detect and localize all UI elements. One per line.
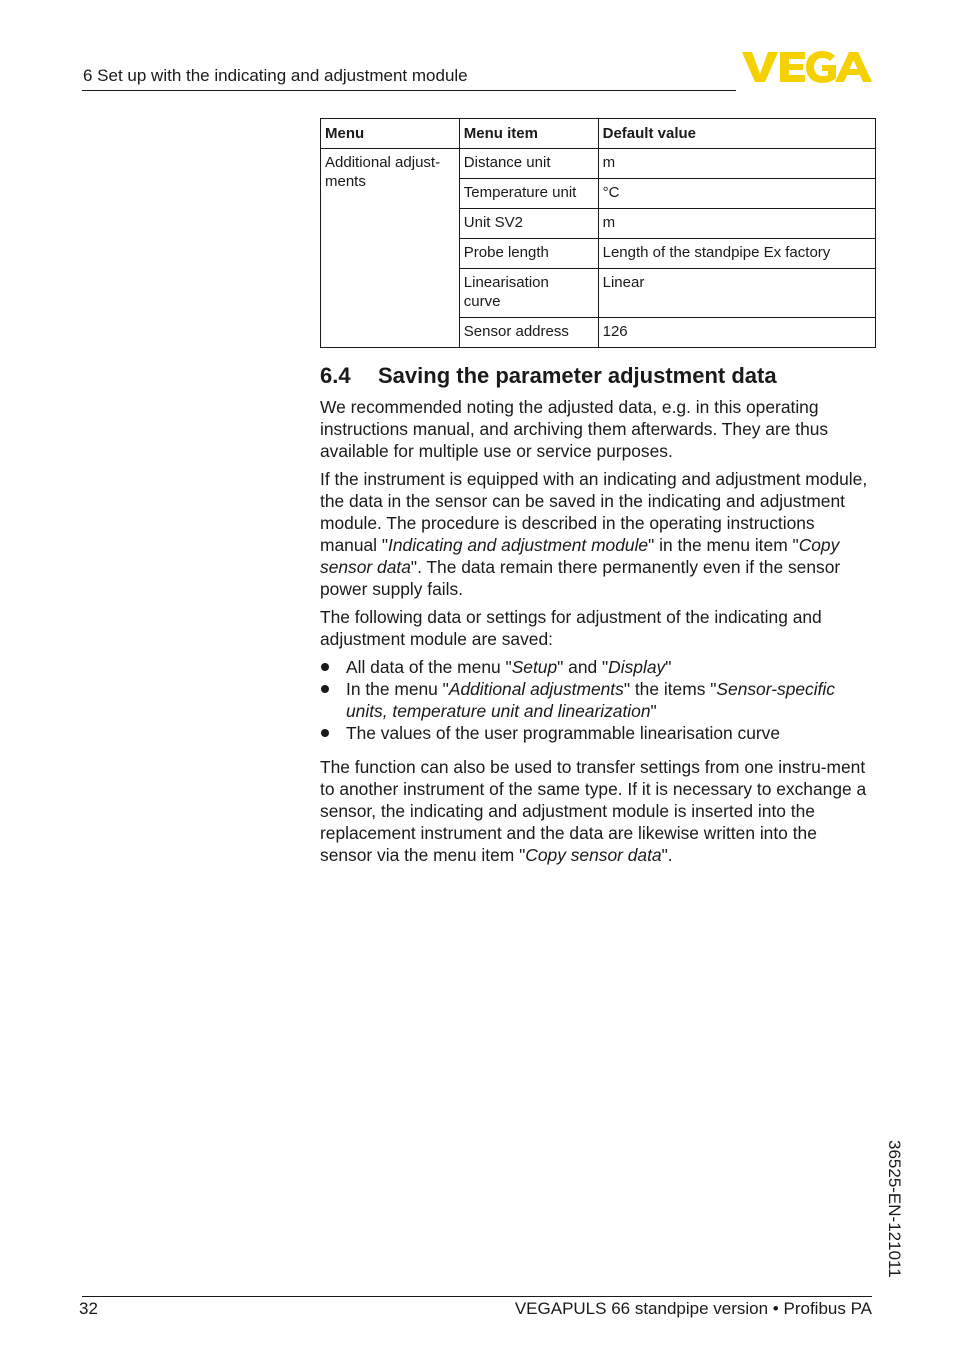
- menu-item-cell: Sensor address: [459, 318, 598, 348]
- table-header-row: [321, 119, 876, 149]
- text-run: ": [665, 657, 672, 677]
- table-row: [321, 149, 876, 179]
- text-run: ". The data remain there permanently even if the sensor power supply fails.: [320, 557, 841, 599]
- text-run: The function can also be used to transfer settings from one instru-ment to another instrument of the same type. If it is necessary to exchange a sensor, the indicating and adjustment module is inserted into the replacement instrument and the data are likewise written into the sensor via the menu item ": [320, 757, 867, 865]
- list-item: [320, 722, 872, 744]
- paragraph-text: We recommended noting the adjusted data, e.g. in this operating instructions manual, and archiving them afterwards. They are thus available for multiple use or service purposes.: [320, 397, 829, 461]
- paragraph-text: [320, 756, 872, 866]
- column-header: Menu: [321, 119, 460, 149]
- italic-term: Copy sensor data: [320, 535, 840, 577]
- footer-title: VEGAPULS 66 standpipe version • Profibus PA: [514, 1299, 872, 1318]
- paragraph-transfer: [320, 756, 872, 866]
- menu-item-cell: Probe length: [459, 239, 598, 269]
- column-header: Menu item: [459, 119, 598, 149]
- text-run: " and ": [557, 657, 609, 677]
- text-run: " in the menu item ": [648, 535, 799, 555]
- italic-term: Copy sensor data: [525, 845, 662, 865]
- paragraph-saved-data: [320, 606, 872, 650]
- text-run: The values of the user programmable linearisation curve: [346, 723, 781, 743]
- header-divider: [82, 90, 736, 91]
- list-item: [320, 678, 872, 722]
- section-heading: [320, 363, 777, 389]
- section-title-text: Saving the parameter adjustment data: [378, 363, 777, 388]
- paragraph-instrument: [320, 468, 872, 600]
- default-value-cell: m: [598, 149, 875, 179]
- text-run: In the menu ": [346, 679, 449, 699]
- default-value-cell: Linear: [598, 269, 875, 318]
- paragraph-text: The following data or settings for adjustment of the indicating and adjustment module are saved:: [320, 607, 822, 649]
- italic-term: Setup: [511, 657, 558, 677]
- bullet-icon: [321, 663, 329, 671]
- default-value-cell: m: [598, 209, 875, 239]
- italic-term: Display: [608, 657, 666, 677]
- menu-item-cell: Temperature unit: [459, 179, 598, 209]
- italic-term: Additional adjustments: [448, 679, 624, 699]
- text-run: ".: [661, 845, 673, 865]
- default-value-cell: °C: [598, 179, 875, 209]
- text-run: " the items ": [623, 679, 717, 699]
- section-number: 6.4: [320, 363, 351, 388]
- page-number: 32: [79, 1299, 98, 1318]
- menu-item-cell: Distance unit: [459, 149, 598, 179]
- paragraph-text: [320, 468, 872, 600]
- text-run: ": [650, 701, 657, 721]
- default-value-cell: Length of the standpipe Ex factory: [598, 239, 875, 269]
- italic-term: Indicating and adjustment module: [388, 535, 649, 555]
- vega-logo: [742, 50, 872, 84]
- list-item: [320, 656, 872, 678]
- column-header: Default value: [598, 119, 875, 149]
- document-code: 36525-EN-121011: [885, 1140, 904, 1278]
- italic-term: Sensor-specific units, temperature unit and linearization: [346, 679, 835, 721]
- menu-item-cell: Unit SV2: [459, 209, 598, 239]
- bullet-list: [320, 656, 872, 744]
- footer-divider: [82, 1296, 872, 1297]
- default-value-cell: 126: [598, 318, 875, 348]
- running-header: 6 Set up with the indicating and adjustment module: [83, 66, 468, 85]
- bullet-icon: [321, 729, 329, 737]
- menu-item-cell: Linearisation curve: [459, 269, 598, 318]
- default-values-table: [320, 118, 876, 348]
- text-run: If the instrument is equipped with an indicating and adjustment module, the data in the sensor can be saved in the indicating and adjustment module. The procedure is described in the operating instructions manual ": [320, 469, 868, 555]
- bullet-icon: [321, 685, 329, 693]
- paragraph-recommendation: [320, 396, 872, 462]
- text-run: All data of the menu ": [346, 657, 512, 677]
- menu-cell: Additional adjust- ments: [321, 149, 460, 348]
